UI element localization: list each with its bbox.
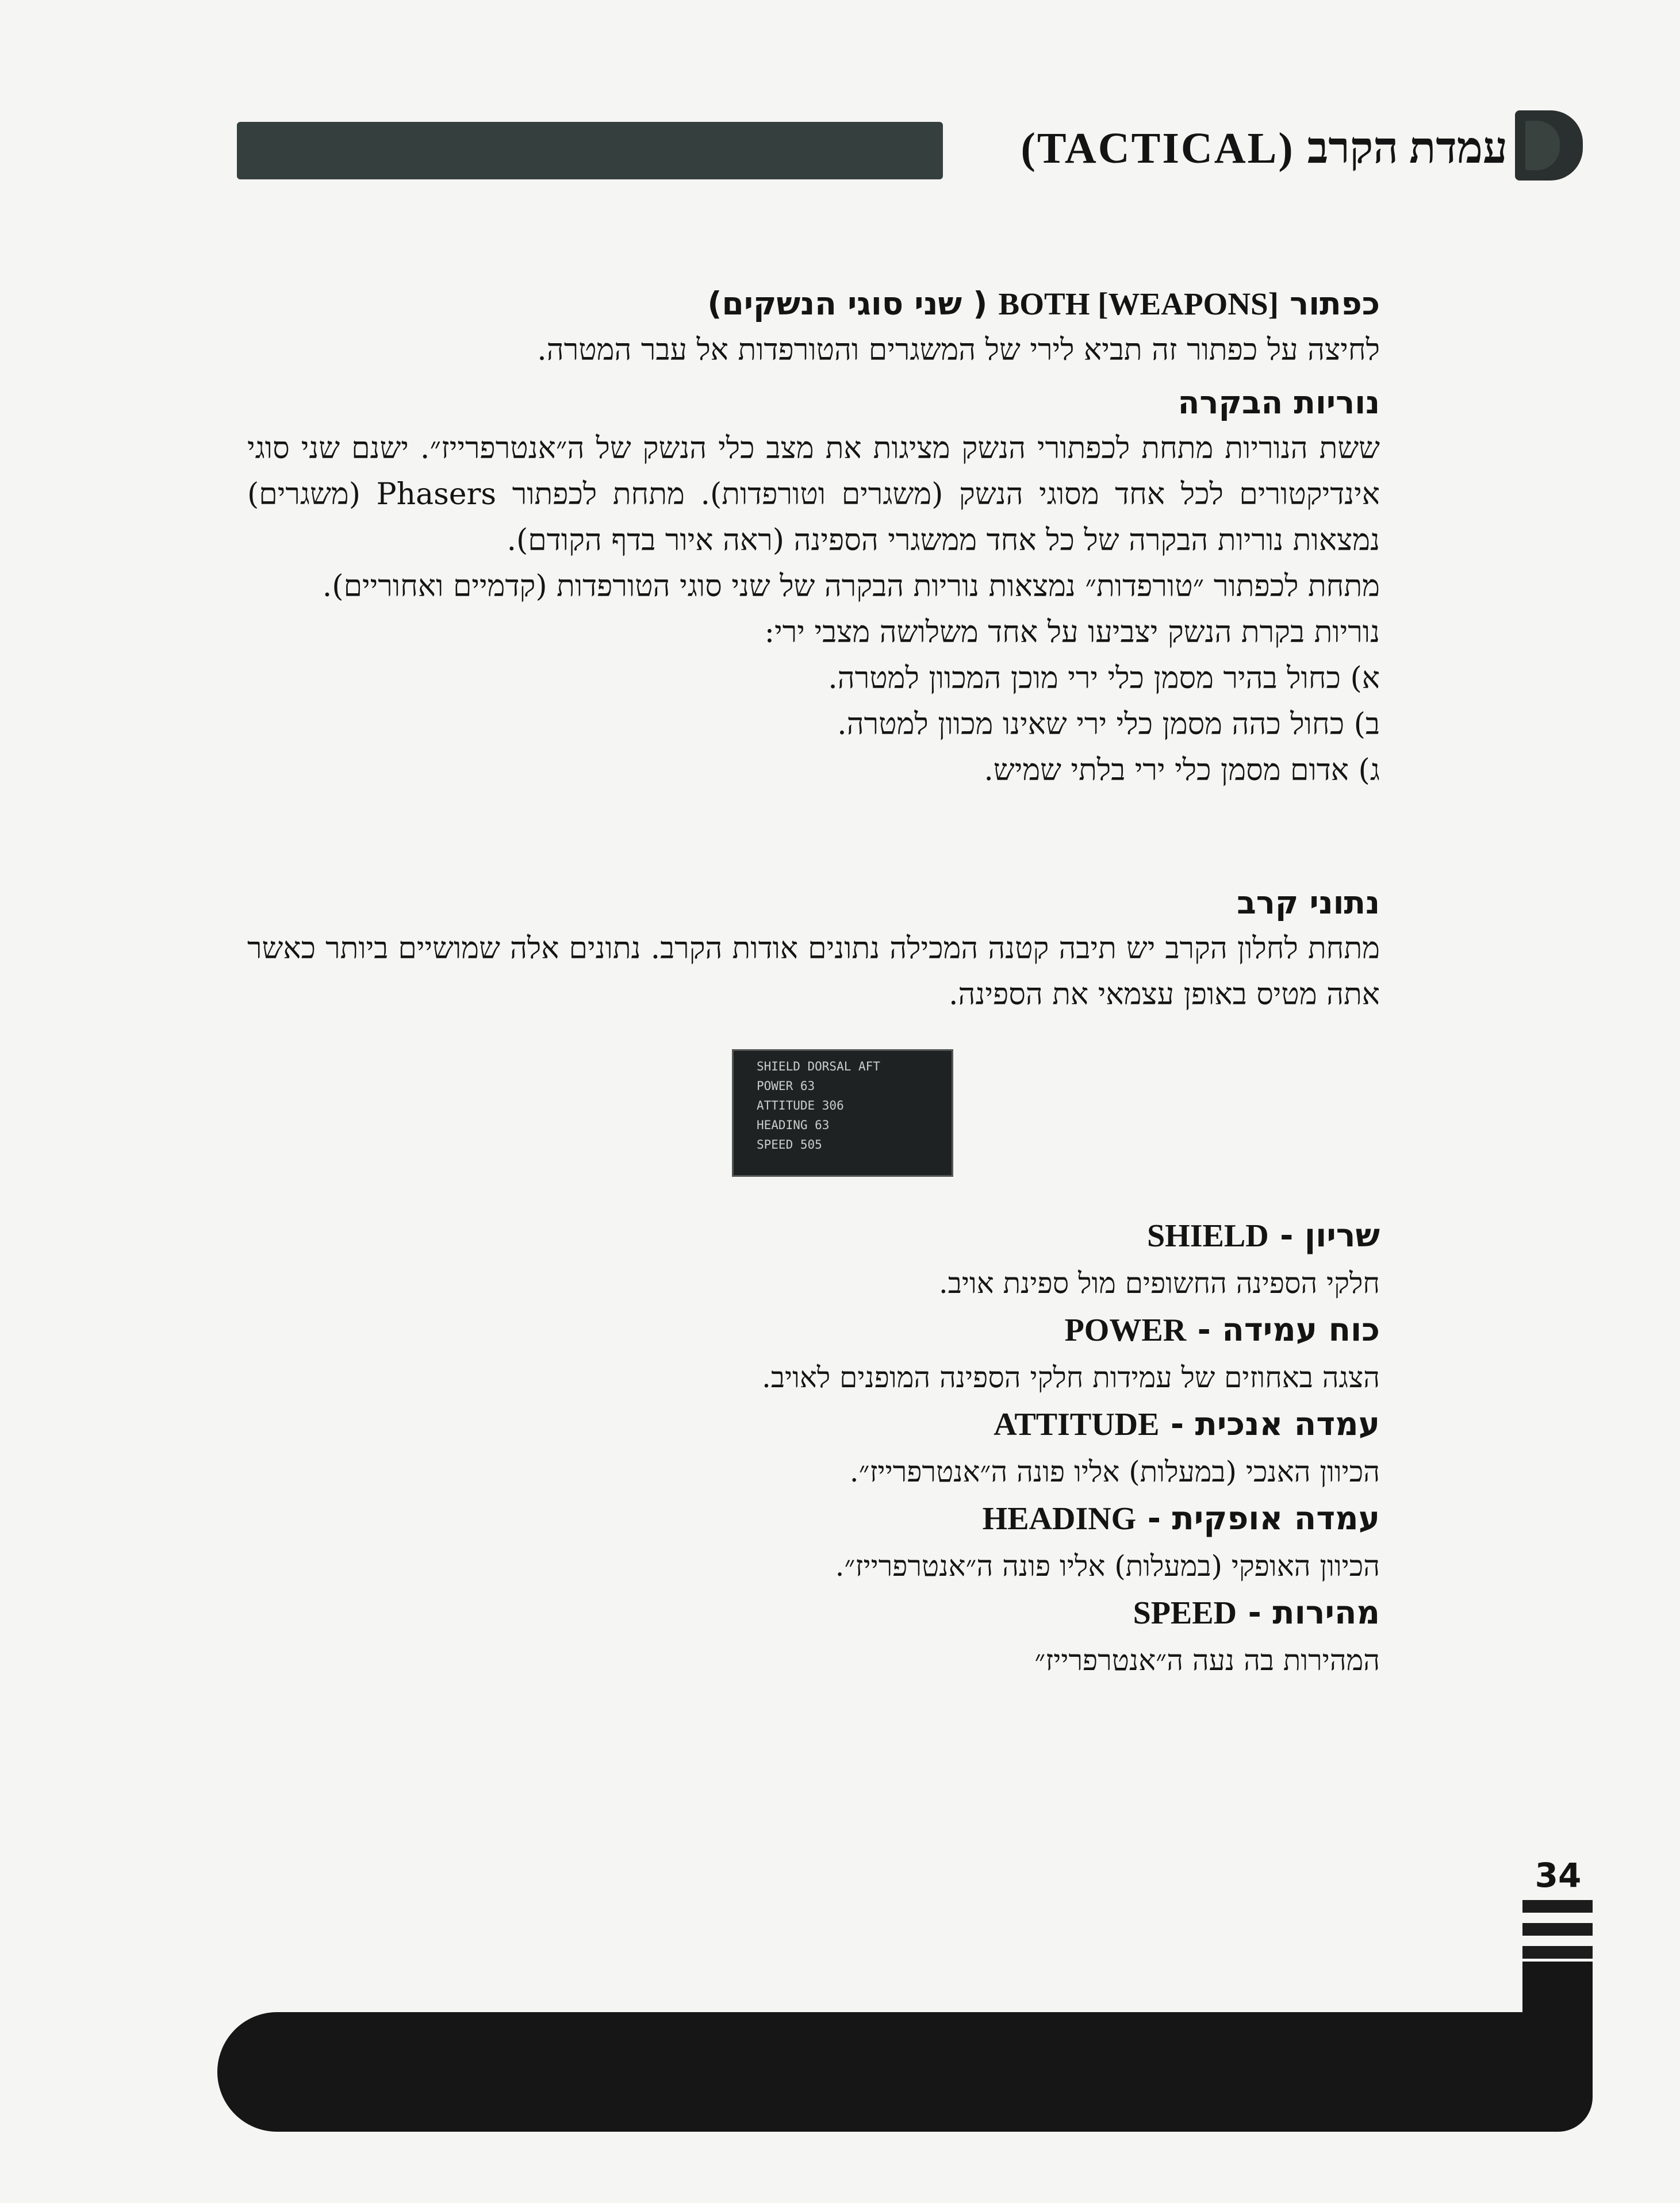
- definition-text: הכיוון האנכי (במעלות) אליו פונה ה״אנטרפרייז״.: [849, 1455, 1380, 1488]
- list-item: ג) אדום מסמן כלי ירי בלתי שמיש.: [984, 753, 1380, 788]
- definition-term: עמדה אופקית - HEADING: [982, 1500, 1380, 1537]
- screen-line: SHIELD DORSAL AFT: [757, 1060, 880, 1073]
- page-title-english: (TACTICAL): [1021, 124, 1295, 172]
- section-both-weapons: [247, 281, 1380, 373]
- definition-text: המהירות בה נעה ה״אנטרפרייז״: [1034, 1644, 1380, 1677]
- section-text: לחיצה על כפתור זה תביא לירי של המשגרים והטורפדות אל עבר המטרה.: [537, 333, 1380, 367]
- term-hebrew: כוח עמידה: [1222, 1311, 1380, 1349]
- screen-line: POWER 63: [757, 1079, 815, 1093]
- definition-term: עמדה אנכית - ATTITUDE: [994, 1406, 1380, 1443]
- screen-line: SPEED 505: [757, 1138, 822, 1152]
- section-heading: [247, 281, 1380, 327]
- page-title-hebrew: עמדת הקרב: [1307, 124, 1508, 172]
- definition-term: מהירות - SPEED: [1133, 1594, 1380, 1632]
- term-english: POWER: [1064, 1312, 1187, 1348]
- footer-bar: [217, 2012, 1529, 2132]
- combat-data-screenshot: [732, 1049, 953, 1177]
- list-item: ב) כחול כהה מסמן כלי ירי שאינו מכוון למטרה.: [837, 707, 1380, 742]
- list-item: א) כחול בהיר מסמן כלי ירי מוכן המכוון למטרה.: [828, 661, 1380, 696]
- footer-corner-bar: [1522, 1962, 1593, 2132]
- screen-line: ATTITUDE 306: [757, 1099, 844, 1112]
- term-hebrew: מהירות: [1272, 1594, 1380, 1632]
- definition-term: שריון - SHIELD: [1147, 1217, 1380, 1254]
- section-heading: נוריות הבקרה: [1177, 384, 1380, 421]
- header-bar: [237, 122, 943, 179]
- term-english: HEADING: [982, 1501, 1137, 1537]
- definition-term: כוח עמידה - POWER: [1064, 1311, 1380, 1349]
- term-hebrew: עמדה אופקית: [1172, 1500, 1380, 1537]
- section-text: מתחת לחלון הקרב יש תיבה קטנה המכילה נתונים אודות הקרב. נתונים אלה שמושיים ביותר כאשר אתה מטיס באופן עצמאי את הספינה.: [247, 931, 1380, 1012]
- heading-button-paren: ( שני סוגי הנשקים): [707, 285, 988, 322]
- section-indicator-lights: [247, 379, 1380, 793]
- definitions-list: [345, 1213, 1380, 1684]
- footer-stripe: [1522, 1923, 1593, 1936]
- section-heading: נתוני קרב: [1237, 884, 1380, 921]
- section-paragraph: ששת הנוריות מתחת לכפתורי הנשק מציגות את מצב כלי הנשק של ה״אנטרפרייז״. ישנם שני סוגי אינדיקטורים לכל אחד מסוגי הנשק (משגרים וטורפדות). מתחת לכפתור Phasers (משגרים) נמצאות נוריות הבקרה של כל אחד ממשגרי הספינה (ראה איור בדף הקודם).: [247, 431, 1380, 558]
- term-english: SPEED: [1133, 1595, 1237, 1631]
- term-english: ATTITUDE: [994, 1407, 1160, 1442]
- section-paragraph: נוריות בקרת הנשק יצביעו על אחד משלושה מצבי ירי:: [764, 615, 1380, 650]
- definition-text: הצגה באחוזים של עמידות חלקי הספינה המופנים לאויב.: [762, 1361, 1380, 1394]
- term-hebrew: שריון: [1304, 1217, 1380, 1254]
- section-combat-data: [247, 880, 1380, 1018]
- heading-button-name: BOTH [WEAPONS]: [998, 286, 1279, 321]
- definition-text: חלקי הספינה החשופים מול ספינת אויב.: [938, 1266, 1380, 1300]
- page-number: 34: [1535, 1856, 1582, 1895]
- definition-text: הכיוון האופקי (במעלות) אליו פונה ה״אנטרפרייז״.: [835, 1549, 1380, 1583]
- term-english: SHIELD: [1147, 1218, 1269, 1254]
- footer-stripe: [1522, 1946, 1593, 1959]
- screen-line: HEADING 63: [757, 1118, 830, 1132]
- page-title: [1021, 114, 1508, 183]
- heading-button-word: כפתור: [1290, 285, 1380, 322]
- header-tab: [1515, 110, 1583, 181]
- term-hebrew: עמדה אנכית: [1195, 1406, 1380, 1443]
- section-paragraph: מתחת לכפתור ״טורפדות״ נמצאות נוריות הבקרה של שני סוגי הטורפדות (קדמיים ואחוריים).: [322, 569, 1380, 604]
- footer-stripe: [1522, 1900, 1593, 1913]
